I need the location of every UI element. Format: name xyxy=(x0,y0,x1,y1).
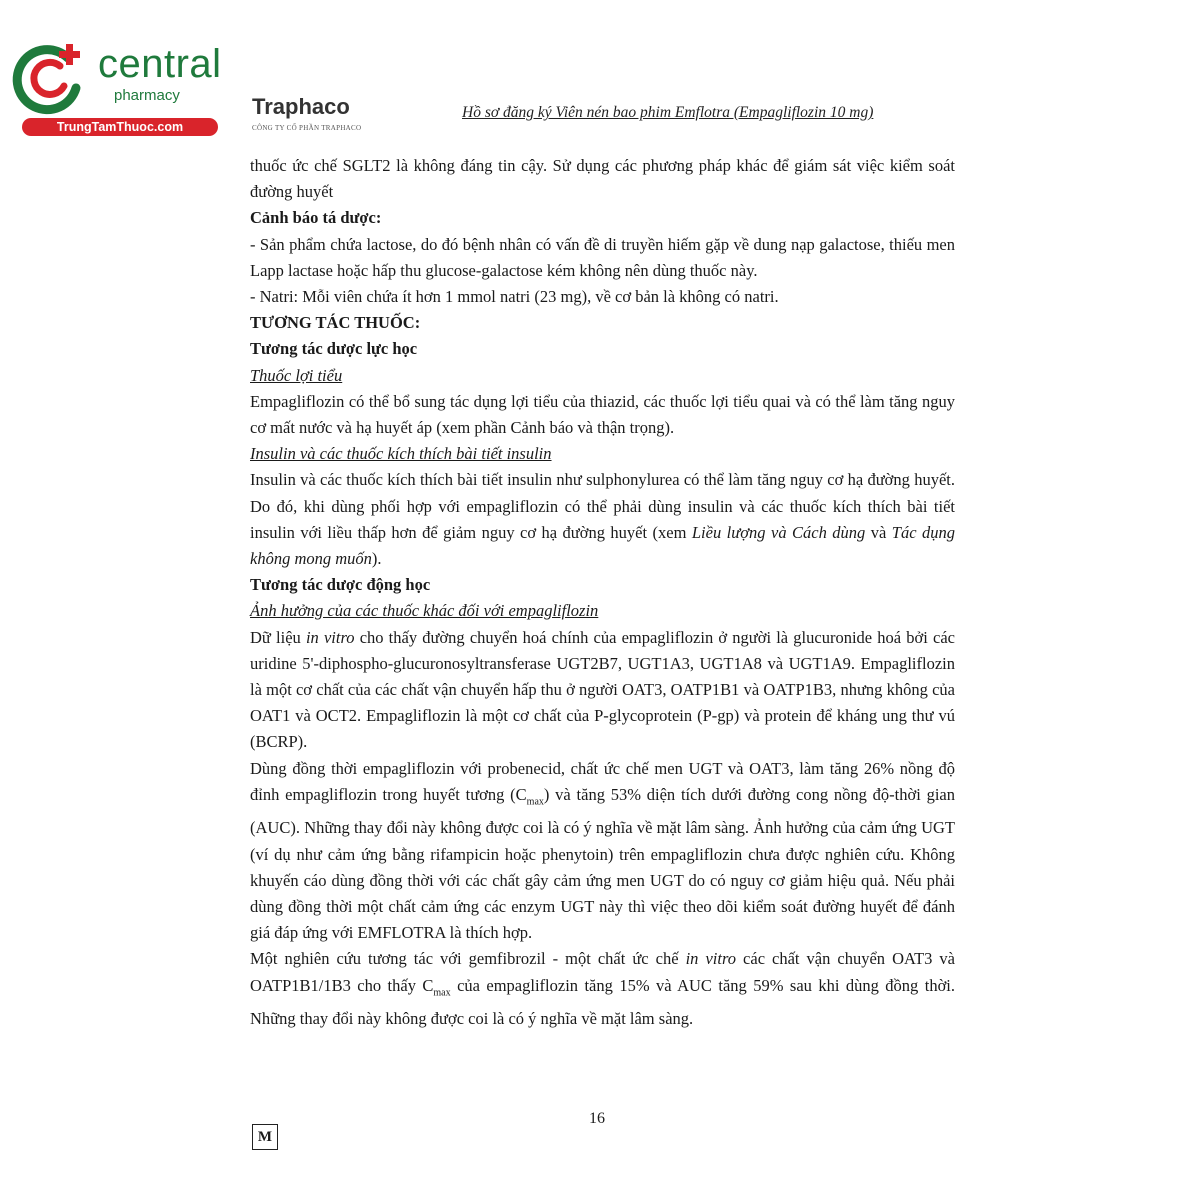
brand-name: central xyxy=(98,42,222,86)
subheading-effect-of-other-drugs: Ảnh hưởng của các thuốc khác đối với empagliflozin xyxy=(250,601,599,621)
subheading-diuretic: Thuốc lợi tiểu xyxy=(250,365,343,385)
brand-website: TrungTamThuoc.com xyxy=(22,118,218,136)
paragraph-lactose: - Sản phẩm chứa lactose, do đó bệnh nhân có vấn đề di truyền hiếm gặp về dung nạp galactose, thiếu men Lapp lactase hoặc hấp thu glucose-galactose kém không nên dùng thuốc này. xyxy=(250,234,955,280)
paragraph-gemfibrozil: Một nghiên cứu tương tác với gemfibrozil - một chất ức chế in vitro các chất vận chuyển OAT3 và OATP1B1/1B3 cho thấy $C_{max}$ của empagliflozin tăng 15% và AUC tăng 59% sau khi dùng đồng thời. Những thay đổi này không được coi là có ý nghĩa về mặt lâm sàng. xyxy=(250,949,956,1029)
stamp-mark: M xyxy=(252,1124,278,1150)
brand-subtitle: pharmacy xyxy=(114,87,180,104)
subheading-insulin: Insulin và các thuốc kích thích bài tiết insulin xyxy=(250,444,552,464)
paragraph-probenecid: Dùng đồng thời empagliflozin với probenecid, chất ức chế men UGT và OAT3, làm tăng 26% nồng độ đỉnh empagliflozin trong huyết tương $(C_{max})$ và tăng 53% diện tích dưới đường cong nồng độ-thời gian (AUC). Những thay đổi này không được coi là có ý nghĩa về mặt lâm sàng. Ảnh hưởng của cảm ứng UGT (ví dụ như cảm ứng bằng rifampicin hoặc phenytoin) trên empagliflozin chưa được nghiên cứu. Không khuyến cáo dùng đồng thời với các chất gây cảm ứng men UGT do có nguy cơ giảm hiệu quả. Nếu phải dùng đồng thời một chất cảm ứng các enzym UGT này thì việc theo dõi kiểm soát đường huyết để đánh giá đáp ứng với EMFLOTRA là thích hợp. xyxy=(250,758,955,943)
paragraph-natri: - Natri: Mỗi viên chứa ít hơn 1 mmol natri (23 mg), về cơ bản là không có natri. xyxy=(250,287,779,307)
paragraph-metabolism: Dữ liệu in vitro cho thấy đường chuyển hoá chính của empagliflozin ở người là glucuronide hoá bởi các uridine 5'-diphospho-glucuronosyltransferase UGT2B7, UGT1A3, UGT1A8 và UGT1A9. Empagliflozin là một cơ chất của các chất vận chuyển hấp thu ở người OAT3, OATP1B1 và OATP1B3, nhưng không của OAT1 và OCT2. Empagliflozin là một cơ chất của P-glycoprotein (P-gp) và protein để kháng ung thư vú (BCRP). xyxy=(250,627,955,752)
company-logo xyxy=(252,96,412,132)
paragraph-insulin: Insulin và các thuốc kích thích bài tiết insulin như sulphonylurea có thể làm tăng nguy cơ hạ đường huyết. Do đó, khi dùng phối hợp với empagliflozin có thể phải dùng insulin và các thuốc kích thích bài tiết insulin với liều thấp hơn để giảm nguy cơ hạ đường huyết (xem Liều lượng và Cách dùng và Tác dụng không mong muốn). xyxy=(250,470,955,569)
central-pharmacy-logo[interactable] xyxy=(10,36,222,136)
page-number: 16 xyxy=(589,1110,605,1127)
subheading-pharmacokinetics: Tương tác dược động học xyxy=(250,575,431,595)
section-heading-interactions: TƯƠNG TÁC THUỐC: xyxy=(250,313,421,333)
company-name: Traphaco xyxy=(252,94,350,119)
paragraph: thuốc ức chế SGLT2 là không đáng tin cậy. Sử dụng các phương pháp khác để giám sát việc kiểm soát đường huyết xyxy=(250,156,955,202)
subheading-pharmacodynamics: Tương tác dược lực học xyxy=(250,339,418,359)
document-title: Hồ sơ đăng ký Viên nén bao phim Emflotra (Empagliflozin 10 mg) xyxy=(462,104,874,121)
pharmacy-cross-icon xyxy=(10,36,94,120)
section-heading-excipient: Cảnh báo tá dược: xyxy=(250,208,382,228)
document-body xyxy=(250,153,955,1032)
paragraph-diuretic: Empagliflozin có thể bổ sung tác dụng lợi tiểu của thiazid, các thuốc lợi tiểu quai và có thể làm tăng nguy cơ mất nước và hạ huyết áp (xem phần Cảnh báo và thận trọng). xyxy=(250,391,955,438)
company-subtitle: CÔNG TY CỔ PHẦN TRAPHACO xyxy=(252,124,362,132)
